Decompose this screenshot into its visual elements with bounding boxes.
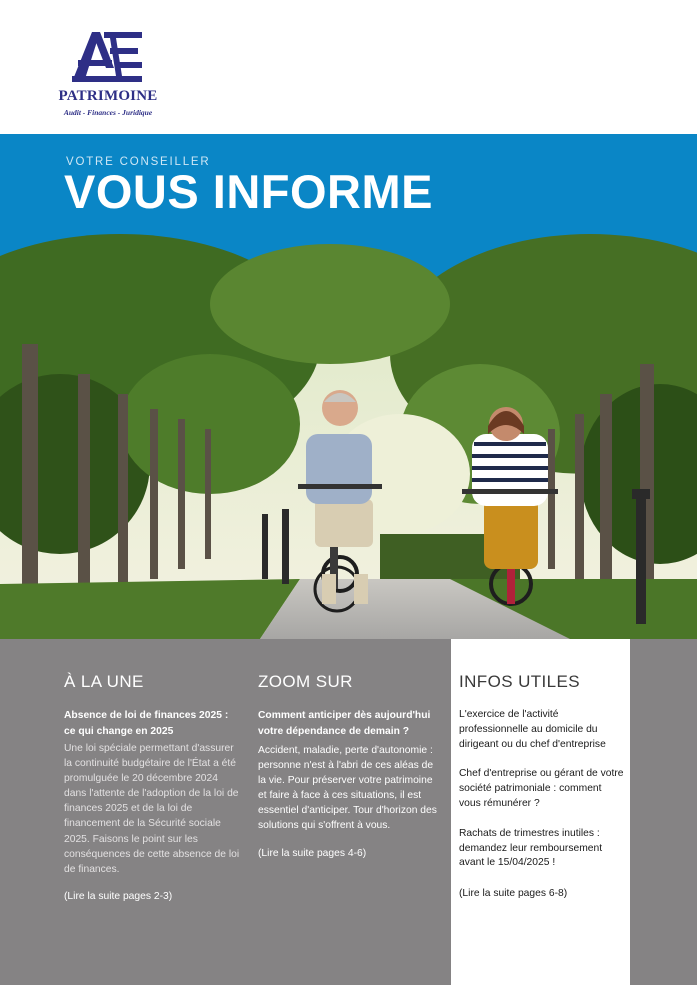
article-summary: Accident, maladie, perte d'autonomie : personne n'est à l'abri de ces aléas de la vie. Pour préserver votre patrimoine et faire à face à ces situations, il est essentiel d'anticiper. Tour d'horizon des solutions qui s'offrent à vous. [258,745,437,832]
article-title [64,708,242,740]
af-monogram-icon [70,30,144,84]
info-item[interactable]: L'exercice de l'activité professionnelle au domicile du dirigeant ou du chef d'entreprise [459,709,606,750]
info-item[interactable]: Rachats de trimestres inutiles : demandez leur remboursement avant le 15/04/2025 ! [459,827,603,869]
section-heading: À LA UNE [64,672,144,691]
logo-tagline: Audit - Finances - Juridique [63,108,153,117]
header [0,0,697,134]
banner-title: VOUS INFORME [64,165,433,218]
section-a-la-une [64,639,242,985]
article-summary: Une loi spéciale permettant d'assurer la continuité budgétaire de l'État a été promulguée le 20 décembre 2024 dans l'attente de l'adoption de la loi de finances 2025 et de la loi de financement de la Sécurité sociale 2025. Faisons le point sur les conséquences de cette absence de loi de finances. [64,743,240,875]
article-title-line2: ce qui change en 2025 [64,726,174,737]
read-more-link[interactable]: (Lire la suite pages 4-6) [258,847,367,859]
section-heading: INFOS UTILES [459,672,580,691]
section-zoom-sur [258,639,438,985]
summary-panel [0,639,697,985]
article-title-line1: Absence de loi de finances 2025 : [64,710,229,721]
logo-name: PATRIMOINE [58,88,158,104]
section-heading: ZOOM SUR [258,672,353,691]
cyclists-illustration [0,284,697,639]
read-more-link[interactable]: (Lire la suite pages 6-8) [459,888,568,900]
cover-photo [0,284,697,639]
banner-kicker: VOTRE CONSEILLER [66,156,211,168]
article-title: Comment anticiper dès aujourd'hui votre dépendance de demain ? [258,710,431,737]
patrimoine-logo [52,30,164,122]
section-infos-utiles [451,639,630,985]
read-more-link[interactable]: (Lire la suite pages 2-3) [64,890,173,902]
info-item[interactable]: Chef d'entreprise ou gérant de votre société patrimoniale : comment vous rémunérer ? [459,768,624,809]
